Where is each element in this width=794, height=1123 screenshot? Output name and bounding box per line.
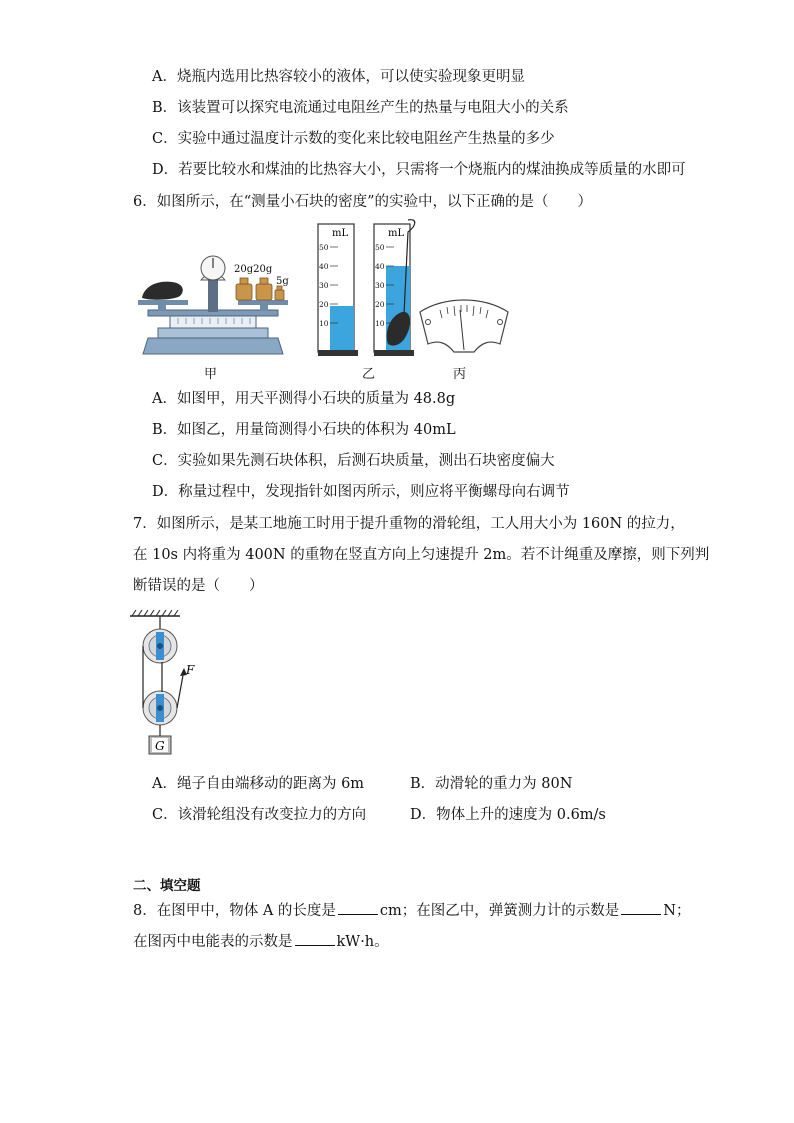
q7-option-c: C．该滑轮组没有改变拉力的方向	[152, 807, 367, 823]
section-title: 二、填空题	[133, 878, 201, 894]
q8-line2	[133, 931, 389, 952]
blank-spring-scale[interactable]	[621, 900, 661, 915]
small-weight-label: 5g	[276, 276, 289, 287]
q6-option-d: D．称量过程中，发现指针如图丙所示，则应将平衡螺母向右调节	[152, 484, 570, 500]
weight-label: G	[155, 739, 165, 753]
q6-option-b: B．如图乙，用量筒测得小石块的体积为 40mL	[152, 422, 456, 438]
pulley-figure	[128, 610, 208, 760]
q7-stem-line3: 断错误的是（ ）	[133, 578, 264, 594]
caption-yi: 乙	[362, 367, 376, 382]
c2-tick-30: 30	[375, 281, 385, 290]
caption-bing: 丙	[453, 367, 467, 382]
q8-part1: 8．在图甲中，物体 A 的长度是	[133, 903, 336, 919]
q6-option-c: C．实验如果先测石块体积，后测石块质量，测出石块密度偏大	[152, 453, 555, 469]
c1-tick-20: 20	[319, 300, 329, 309]
weights-label: 20g20g	[234, 264, 273, 275]
cylinder2-unit: mL	[388, 228, 405, 239]
c1-tick-10: 10	[319, 319, 329, 328]
q7-stem-line2: 在 10s 内将重为 400N 的重物在竖直方向上匀速提升 2m。若不计绳重及摩擦，则下列判	[133, 547, 710, 563]
q8-line1	[133, 900, 690, 921]
q5-option-a: A．烧瓶内选用比热容较小的液体，可以使实验现象更明显	[152, 69, 525, 85]
cylinder1-unit: mL	[332, 228, 349, 239]
c1-tick-50: 50	[319, 243, 329, 252]
q7-option-d: D．物体上升的速度为 0.6m/s	[410, 807, 606, 823]
force-label: F	[186, 663, 195, 677]
stone-on-pan	[142, 282, 183, 300]
cylinders-figure	[308, 216, 420, 358]
c2-tick-20: 20	[375, 300, 385, 309]
balance-figure	[128, 238, 298, 358]
q7-stem-line1: 7．如图所示，是某工地施工时用于提升重物的滑轮组，工人用大小为 160N 的拉力，	[133, 516, 685, 532]
q8-part4: 在图丙中电能表的示数是	[133, 934, 293, 950]
q7-option-b: B．动滑轮的重力为 80N	[410, 776, 573, 792]
q5-option-b: B．该装置可以探究电流通过电阻丝产生的热量与电阻大小的关系	[152, 100, 569, 116]
q8-part3: N；	[663, 903, 691, 919]
q5-option-d: D．若要比较水和煤油的比热容大小，只需将一个烧瓶内的煤油换成等质量的水即可	[152, 162, 686, 178]
blank-length[interactable]	[338, 900, 378, 915]
blank-meter[interactable]	[295, 931, 335, 946]
c2-tick-50: 50	[375, 243, 385, 252]
c1-tick-30: 30	[319, 281, 329, 290]
pointer-scale-figure	[414, 294, 514, 358]
q7-option-a: A．绳子自由端移动的距离为 6m	[152, 776, 365, 792]
c1-tick-40: 40	[319, 262, 329, 271]
q8-part5: kW·h。	[336, 934, 389, 950]
q6-stem: 6．如图所示，在“测量小石块的密度”的实验中，以下正确的是（ ）	[133, 194, 593, 210]
q5-option-c: C．实验中通过温度计示数的变化来比较电阻丝产生热量的多少	[152, 131, 555, 147]
q8-part2: cm；在图乙中，弹簧测力计的示数是	[379, 903, 620, 919]
c2-tick-10: 10	[375, 319, 385, 328]
c2-tick-40: 40	[375, 262, 385, 271]
caption-jia: 甲	[204, 367, 218, 382]
q6-option-a: A．如图甲，用天平测得小石块的质量为 48.8g	[152, 391, 456, 407]
